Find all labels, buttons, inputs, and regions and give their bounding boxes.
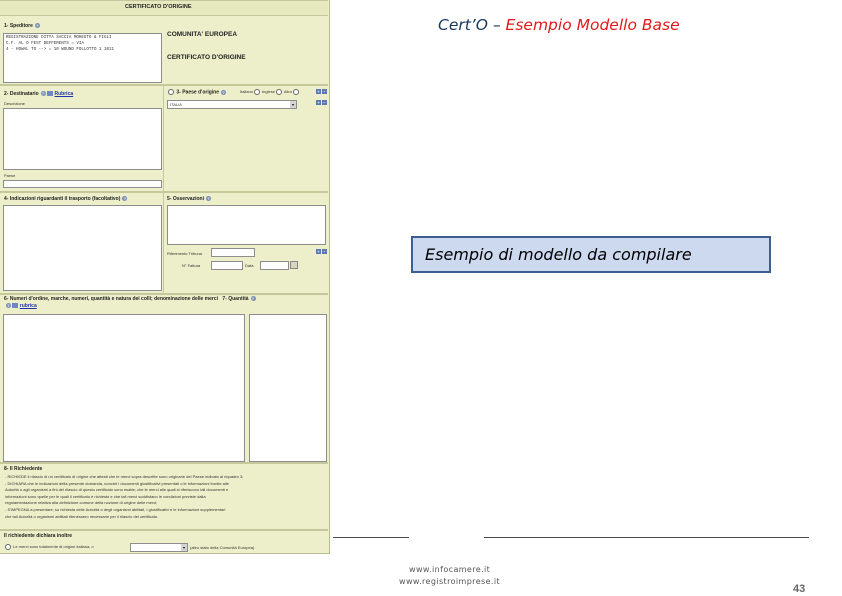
add-icon[interactable]: + (317, 249, 320, 254)
divider-4 (0, 462, 328, 464)
rubrica-link-merci[interactable]: rubrica (19, 303, 37, 309)
speditore-line-2: C.F. AL O FEST DEFFERENTS = VIA (6, 42, 84, 46)
help-icon[interactable]: ? (207, 196, 210, 202)
paragraph-line: regolamentazione relativa alla definizione comune della nozione di origine delle merci; (5, 500, 158, 506)
speditore-field[interactable] (3, 33, 162, 83)
rubrica-link[interactable]: Rubrica (54, 91, 74, 97)
divider-1 (0, 84, 328, 86)
paragraph-line: - DICHIARA che le indicazioni della presente domanda, nonché i documenti giustificativi presentati o le informazioni fornite alle (5, 480, 229, 486)
paragraph-line: che tali Autorità o organismi abilitati ritenessero necessarie per il rilascio del certificato. (5, 513, 159, 519)
riferimento-field[interactable] (211, 248, 255, 257)
chevron-down-icon[interactable]: ▾ (182, 545, 185, 550)
trasporto-label: 4- Indicazioni riguardanti il trasporto (facoltativo) ? (4, 196, 127, 202)
destinatario-field[interactable] (3, 108, 162, 170)
brand-line-2: CERTIFICATO D'ORIGINE (167, 54, 246, 61)
osservazioni-label: 5- Osservazioni ? (167, 196, 210, 202)
richiedente-paragraph (5, 474, 325, 520)
trasporto-field[interactable] (3, 205, 162, 291)
footer-rule-left (333, 537, 409, 538)
address-book-icon[interactable] (12, 303, 18, 308)
add-icon[interactable]: + (317, 100, 320, 105)
merci-field[interactable] (3, 314, 245, 462)
help-icon[interactable]: ? (251, 296, 255, 302)
certificate-form (0, 0, 330, 554)
footer-url-2[interactable]: www.registroimprese.it (399, 577, 501, 586)
paese-origine-label: 3- Paese d'origine ? (167, 89, 226, 95)
remove-icon[interactable]: − (323, 89, 326, 94)
descrizione-label: Descrizione (4, 101, 25, 106)
help-icon[interactable]: ? (123, 196, 127, 202)
form-header-title: CERTIFICATO D'ORIGINE (125, 4, 192, 10)
quantita-field[interactable] (249, 314, 327, 462)
dichiara-label: Il richiedente dichiara inoltre (4, 533, 73, 539)
lingua-options: Italiano Inglese Altro (240, 89, 300, 95)
paese-origine-value: ITALIA (170, 102, 182, 107)
radio-origine-italiana[interactable] (5, 544, 11, 550)
slide-title (438, 16, 680, 34)
merci-tools (4, 303, 37, 309)
footer-url-1[interactable]: www.infocamere.it (409, 565, 491, 574)
divider-2 (0, 191, 328, 193)
radio-paese[interactable] (168, 89, 174, 95)
paragraph-line: - S'IMPEGNA a presentare, su richiesta delle Autorità o degli organismi abilitati, i giustificativi e le informazioni supplementari (5, 506, 226, 512)
slide-title-accent: Esempio Modello Base (505, 16, 680, 34)
callout-box (411, 236, 771, 273)
address-book-icon[interactable] (47, 91, 53, 96)
paese-field[interactable] (3, 180, 162, 188)
help-icon[interactable]: ? (222, 89, 225, 95)
slide-title-main: Cert’O – (438, 16, 506, 34)
origin-option: Le merci sono totalmente di origine italiana, o (4, 544, 94, 550)
osservazioni-field[interactable] (167, 205, 326, 245)
paragraph-line: - RICHIEDE il rilascio di un certificato di origine che attesti che le merci sopra descritte sono originarie del Paese indicato al riquadro 3; (5, 474, 244, 479)
help-icon[interactable]: ? (42, 91, 45, 97)
paese-label: Paese (4, 173, 16, 178)
paragraph-line: informazioni sono quelle per le quali il certificato è richiesto e che tali merci soddisfano le condizioni previste dalla (5, 493, 206, 499)
speditore-line-3: 4 - HOWAL TO --> = 10 WOUND FOLLOTTO 1 1011 (6, 48, 115, 52)
radio-inglese[interactable] (276, 89, 282, 95)
altro-stato-select[interactable] (130, 543, 188, 552)
data-label: Data (245, 263, 254, 268)
data-field[interactable] (260, 261, 289, 270)
footer-rule-right (484, 537, 809, 538)
column-divider (163, 84, 164, 294)
help-icon[interactable]: ? (7, 303, 10, 309)
remove-icon[interactable]: − (323, 100, 326, 105)
speditore-label: 1- Speditore ? (4, 23, 39, 29)
fattura-field[interactable] (211, 261, 243, 270)
remove-icon[interactable]: − (323, 249, 326, 254)
brand-line-1: COMUNITA' EUROPEA (167, 31, 238, 38)
paese-origine-select[interactable] (167, 100, 297, 109)
page-number: 43 (793, 583, 806, 595)
speditore-line-1: REGISTRAZIONE DITTA SACCIA MOHEGTO & FIGLI (6, 36, 112, 40)
riferimento-label: Riferimento Tribuna (167, 251, 202, 256)
divider-5 (0, 529, 328, 531)
richiedente-label: 8- Il Richiedente (4, 466, 43, 472)
altro-stato-text: (altro stato della Comunità Europea) (190, 545, 255, 550)
add-icon[interactable]: + (317, 89, 320, 94)
radio-altro[interactable] (293, 89, 299, 95)
chevron-down-icon[interactable]: ▾ (291, 102, 294, 107)
callout-text: Esempio di modello da compilare (425, 245, 692, 264)
merci-label: 6- Numeri d'ordine, marche, numeri, quantità e natura dei colli; denominazione delle merci 7- Quantità ? (4, 296, 255, 302)
help-icon[interactable]: ? (36, 23, 39, 29)
calendar-icon[interactable] (290, 261, 298, 269)
paragraph-line: Autorità o agli organismi a fini del rilascio di questo certificato sono esatte; che le merci alle quali si riferiscono tali documenti e (5, 487, 229, 493)
destinatario-label: 2- Destinatario ? Rubrica (4, 91, 74, 97)
radio-italiano[interactable] (254, 89, 260, 95)
divider-3 (0, 293, 328, 295)
fattura-label: N° Fattura (182, 263, 201, 268)
